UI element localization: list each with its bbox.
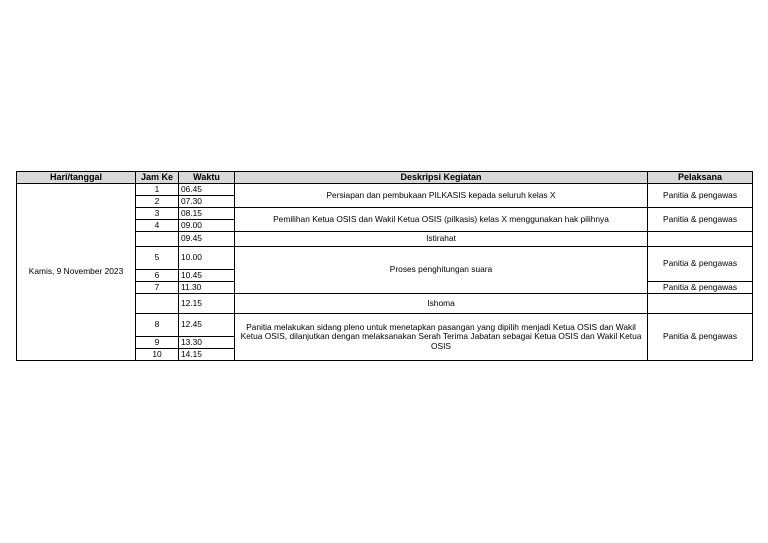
waktu-cell: 08.15 bbox=[179, 208, 235, 220]
waktu-cell: 06.45 bbox=[179, 184, 235, 196]
pelaksana-cell-empty bbox=[648, 232, 753, 247]
pelaksana-cell: Panitia & pengawas bbox=[648, 314, 753, 361]
waktu-cell: 09.00 bbox=[179, 220, 235, 232]
header-row bbox=[17, 172, 753, 184]
jam-ke-cell: 8 bbox=[136, 314, 179, 337]
date-cell: Kamis, 9 November 2023 bbox=[17, 184, 136, 361]
activity-cell: Pemilihan Ketua OSIS dan Wakil Ketua OSIS (pilkasis) kelas X menggunakan hak pilihnya bbox=[235, 208, 648, 232]
pelaksana-cell: Panitia & pengawas bbox=[648, 184, 753, 208]
header-deskripsi: Deskripsi Kegiatan bbox=[235, 172, 648, 184]
pelaksana-cell: Panitia & pengawas bbox=[648, 247, 753, 282]
pelaksana-cell-empty bbox=[648, 294, 753, 314]
schedule-table bbox=[16, 171, 753, 361]
header-waktu: Waktu bbox=[179, 172, 235, 184]
jam-ke-cell: 4 bbox=[136, 220, 179, 232]
header-jam-ke: Jam Ke bbox=[136, 172, 179, 184]
pelaksana-cell: Panitia & pengawas bbox=[648, 208, 753, 232]
activity-cell: Panitia melakukan sidang pleno untuk menetapkan pasangan yang dipilih menjadi Ketua OSIS dan Wakil Ketua OSIS, dilanjutkan dengan melaksanakan Serah Terima Jabatan sebagai Ketua OSIS dan Wakil Ketua OSIS bbox=[235, 314, 648, 361]
activity-cell: Proses penghitungan suara bbox=[235, 247, 648, 294]
waktu-cell: 12.15 bbox=[179, 294, 235, 314]
waktu-cell: 13.30 bbox=[179, 337, 235, 349]
jam-ke-cell: 1 bbox=[136, 184, 179, 196]
pelaksana-cell: Panitia & pengawas bbox=[648, 282, 753, 294]
jam-ke-cell: 6 bbox=[136, 270, 179, 282]
jam-ke-cell: 7 bbox=[136, 282, 179, 294]
jam-ke-cell: 2 bbox=[136, 196, 179, 208]
jam-ke-cell: 9 bbox=[136, 337, 179, 349]
jam-ke-cell bbox=[136, 232, 179, 247]
waktu-cell: 09.45 bbox=[179, 232, 235, 247]
waktu-cell: 10.45 bbox=[179, 270, 235, 282]
activity-cell: Istirahat bbox=[235, 232, 648, 247]
activity-cell: Persiapan dan pembukaan PILKASIS kepada seluruh kelas X bbox=[235, 184, 648, 208]
header-pelaksana: Pelaksana bbox=[648, 172, 753, 184]
waktu-cell: 12.45 bbox=[179, 314, 235, 337]
waktu-cell: 11.30 bbox=[179, 282, 235, 294]
jam-ke-cell bbox=[136, 294, 179, 314]
jam-ke-cell: 10 bbox=[136, 349, 179, 361]
waktu-cell: 10.00 bbox=[179, 247, 235, 270]
header-hari-tanggal: Hari/tanggal bbox=[17, 172, 136, 184]
table-row bbox=[17, 184, 753, 196]
waktu-cell: 14.15 bbox=[179, 349, 235, 361]
activity-cell: Ishoma bbox=[235, 294, 648, 314]
jam-ke-cell: 3 bbox=[136, 208, 179, 220]
waktu-cell: 07.30 bbox=[179, 196, 235, 208]
jam-ke-cell: 5 bbox=[136, 247, 179, 270]
